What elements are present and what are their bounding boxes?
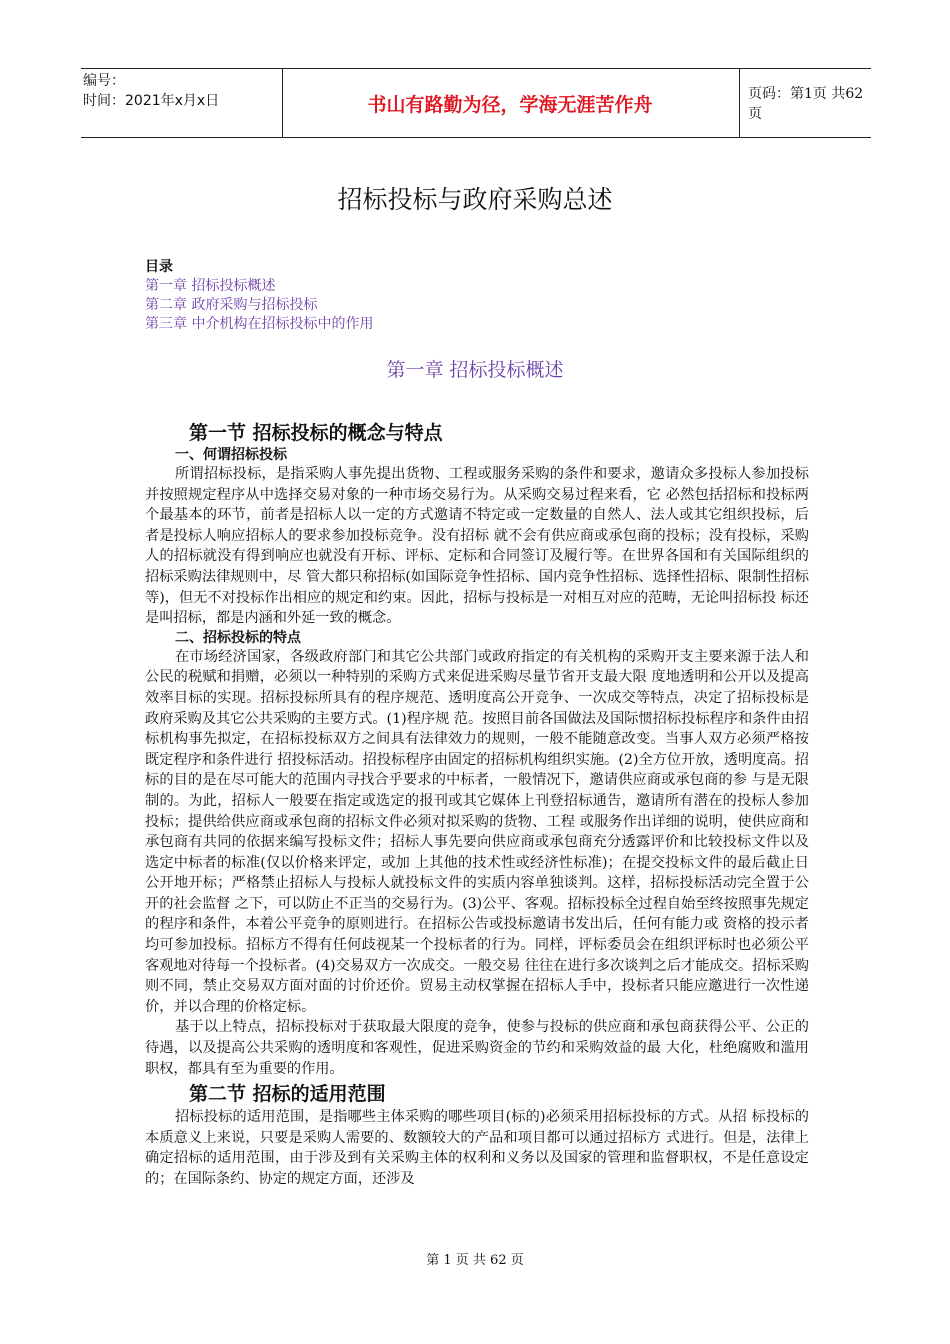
document-body [145, 420, 809, 1190]
subsection-title: 一、何谓招标投标 [175, 447, 287, 463]
header-table [81, 68, 871, 138]
section-title: 第一节 招标投标的概念与特点 [189, 422, 443, 444]
header-motto: 书山有路勤为径，学海无涯苦作舟 [281, 69, 740, 137]
toc-item-1[interactable]: 第一章 招标投标概述 [145, 278, 276, 294]
table-of-contents [145, 258, 373, 334]
time-label: 时间：2021年x月x日 [83, 93, 220, 109]
number-label: 编号： [83, 73, 125, 89]
paragraph: 在市场经济国家，各级政府部门和其它公共部门或政府指定的有关机构的采购开支主要来源于法人和公民的税赋和捐赠，必须以一种特别的采购方式来促进采购尽量节省开支最大限 度地透明和公开以及提高效率目标的实现。招标投标所具有的程序规范、透明度高公开竞争、一次成交等特点，决定了招标投标是政府采购及其它公共采购的主要方式。(1)程序规 范。按照目前各国做法及国际惯招标投标程序和条件由招标机构事先拟定，在招标投标双方之间具有法律效力的规则，一般不能随意改变。当事人双方必须严格按既定程序和条件进行 招投标活动。招投标程序由固定的招标机构组织实施。(2)全方位开放，透明度高。招标的目的是在尽可能大的范围内寻找合乎要求的中标者，一般情况下，邀请供应商或承包商的参 与是无限制的。为此，招标人一般要在指定或选定的报刊或其它媒体上刊登招标通告，邀请所有潜在的投标人参加投标；提供给供应商或承包商的招标文件必须对拟采购的货物、工程 或服务作出详细的说明，使供应商和承包商有共同的依据来编写投标文件；招标人事先要向供应商或承包商充分透露评价和比较投标文件以及选定中标者的标准(仅以价格来评定，或加 上其他的技术性或经济性标准)；在提交投标文件的最后截止日公开地开标；严格禁止招标人与投标人就投标文件的实质内容单独谈判。这样，招标投标活动完全置于公开的社会监督 之下，可以防止不正当的交易行为。(3)公平、客观。招标投标全过程自始至终按照事先规定的程序和条件，本着公平竞争的原则进行。在招标公告或投标邀请书发出后，任何有能力或 资格的投示者均可参加投标。招标方不得有任何歧视某一个投标者的行为。同样，评标委员会在组织评标时也必须公平客观地对待每一个投标者。(4)交易双方一次成交。一般交易 往往在进行多次谈判之后才能成交。招标采购则不同，禁止交易双方面对面的讨价还价。贸易主动权掌握在招标人手中，投标者只能应邀进行一次性递价，并以合理的价格定标。 [145, 648, 809, 1015]
document-title: 招标投标与政府采购总述 [337, 185, 613, 214]
section-title: 第二节 招标的适用范围 [189, 1083, 386, 1106]
paragraph: 基于以上特点，招标投标对于获取最大限度的竞争，使参与投标的供应商和承包商获得公平、公正的待遇，以及提高公共采购的透明度和客观性，促进采购资金的节约和采购效益的最 大化，杜绝腐败和滥用职权，都具有至为重要的作用。 [145, 1019, 809, 1077]
header-page-info: 页码：第1页 共62页 [748, 86, 864, 122]
paragraph: 招标投标的适用范围，是指哪些主体采购的哪些项目(标的)必须采用招标投标的方式。从招 标投标的本质意义上来说，只要是采购人需要的、数额较大的产品和项目都可以通过招标方 式进行。但是，法律上确定招标的适用范围，由于涉及到有关采购主体的权利和义务以及国家的管理和监督职权，不是任意设定的；在国际条约、协定的规定方面，还涉及 [145, 1109, 809, 1187]
toc-item-3[interactable]: 第三章 中介机构在招标投标中的作用 [145, 316, 374, 332]
toc-item-2[interactable]: 第二章 政府采购与招标投标 [145, 297, 318, 313]
toc-heading: 目录 [145, 259, 173, 275]
subsection-title: 二、招标投标的特点 [175, 629, 301, 646]
paragraph: 所谓招标投标，是指采购人事先提出货物、工程或服务采购的条件和要求，邀请众多投标人参加投标并按照规定程序从中选择交易对象的一种市场交易行为。从采购交易过程来看，它 必然包括招标和投标两个最基本的环节，前者是招标人以一定的方式邀请不特定或一定数量的自然人、法人或其它组织投标，后者是投标人响应招标人的要求参加投标竞争。没有招标 就不会有供应商或承包商的投标；没有投标，采购人的招标就没有得到响应也就没有开标、评标、定标和合同签订及履行等。在世界各国和有关国际组织的招标采购法律规则中，尽 管大都只称招标(如国际竞争性招标、国内竞争性招标、选择性招标、限制性招标等)，但无不对投标作出相应的规定和约束。因此，招标与投标是一对相互对应的范畴，无论叫招标投 标还是叫招标，都是内涵和外延一致的概念。 [145, 466, 809, 627]
header-meta [81, 69, 283, 137]
chapter-title: 第一章 招标投标概述 [386, 359, 564, 381]
page-footer: 第 1 页 共 62 页 [426, 1253, 524, 1268]
